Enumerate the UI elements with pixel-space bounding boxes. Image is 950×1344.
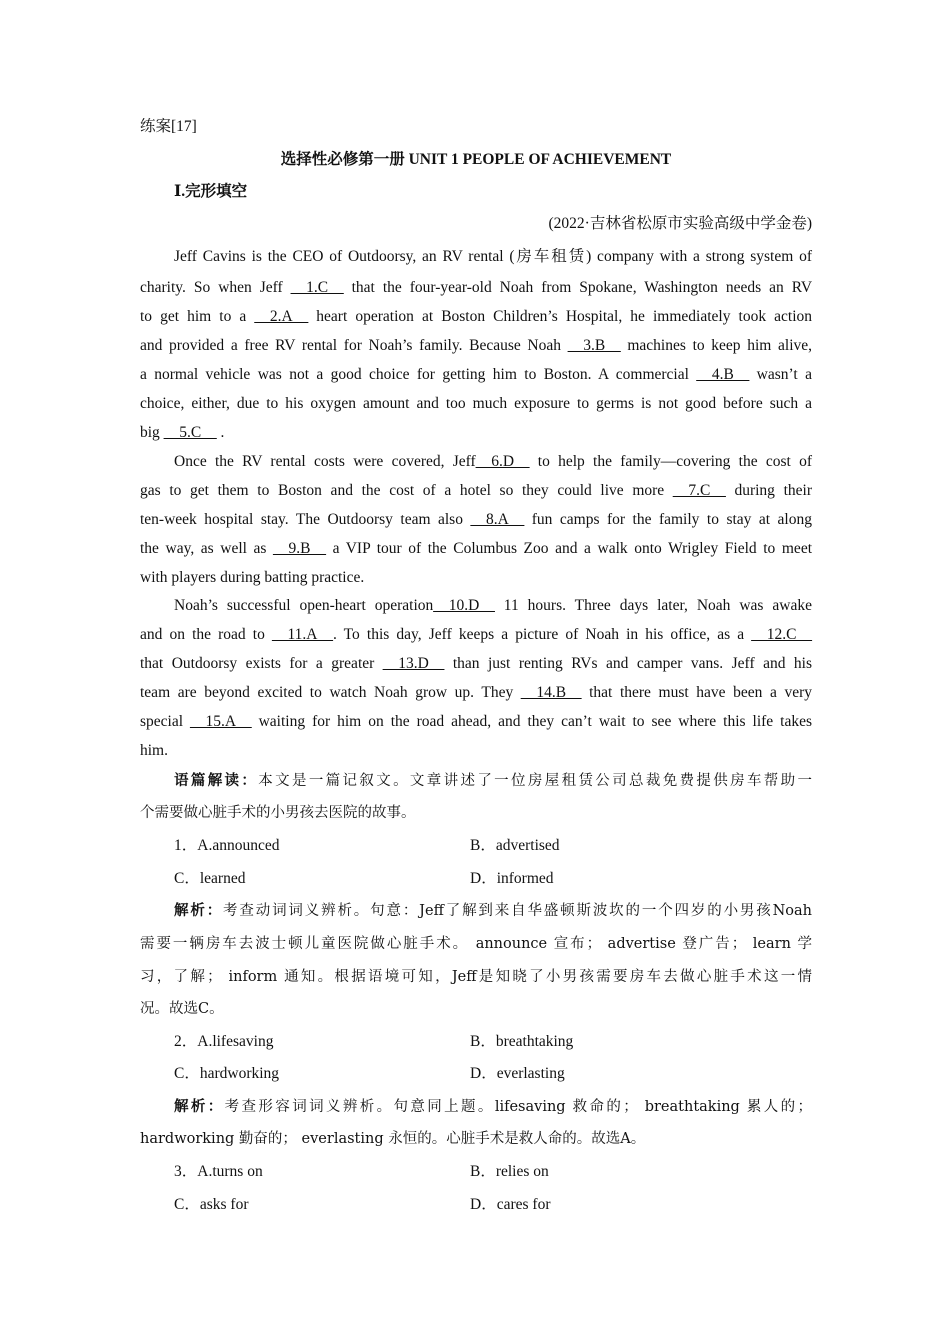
answer-blank-3: __3.B__ — [567, 337, 621, 354]
summary-label: 语篇解读： — [174, 772, 259, 789]
passage-line: a normal vehicle was not a good choice for getting him to Boston. A commercial __4.B__ wasn’t a — [140, 366, 812, 383]
summary-line: 语篇解读：本文是一篇记叙文。文章讲述了一位房屋租赁公司总裁免费提供房车帮助一 — [174, 772, 813, 789]
q2-explanation-line: hardworking 勤奋的； everlasting 永恒的。心脏手术是救人命的。故选A。 — [140, 1131, 646, 1147]
passage-line: Once the RV rental costs were covered, Jeff__6.D__ to help the family—covering the cost of — [174, 453, 812, 470]
passage-line: Jeff Cavins is the CEO of Outdoorsy, an RV rental (房车租赁) company with a strong system of — [174, 248, 812, 265]
summary-line: 个需要做心脏手术的小男孩去医院的故事。 — [140, 805, 416, 821]
passage-line: and on the road to __11.A__. To this day, Jeff keeps a picture of Noah in his office, as a __12.C__ — [140, 626, 812, 643]
q1-explanation-line: 况。故选C。 — [140, 1001, 224, 1017]
q2-option-d: D．everlasting — [470, 1065, 565, 1082]
answer-blank-2: __2.A__ — [254, 308, 309, 325]
section-heading: Ⅰ.完形填空 — [174, 183, 248, 200]
q3-option-d: D．cares for — [470, 1196, 551, 1213]
q1-option-a: 1．A.announced — [174, 837, 280, 854]
q1-explanation-line: 习，了解； inform 通知。根据语境可知，Jeff是知晓了小男孩需要房车去做心脏手术这一情 — [140, 969, 812, 985]
answer-blank-11: __11.A__ — [271, 626, 333, 643]
answer-blank-6: __6.D__ — [475, 453, 530, 470]
q3-option-c: C．asks for — [174, 1196, 249, 1213]
answer-blank-4: __4.B__ — [696, 366, 750, 383]
q1-option-c: C．learned — [174, 870, 246, 887]
q2-explanation-line: 解析：考查形容词词义辨析。句意同上题。lifesaving 救命的； breathtaking 累人的； — [174, 1098, 812, 1115]
answer-blank-8: __8.A__ — [470, 511, 525, 528]
answer-blank-14: __14.B__ — [520, 684, 582, 701]
page-title: 选择性必修第一册 UNIT 1 PEOPLE OF ACHIEVEMENT — [280, 151, 672, 168]
answer-blank-12: __12.C__ — [751, 626, 812, 643]
passage-line: the way, as well as __9.B__ a VIP tour of the Columbus Zoo and a walk onto Wrigley Field to meet — [140, 540, 812, 557]
passage-line: choice, either, due to his oxygen amount and too much exposure to germs is not good before such a — [140, 395, 812, 412]
passage-line: gas to get them to Boston and the cost of a hotel so they could live more __7.C__ during their — [140, 482, 812, 499]
answer-blank-15: __15.A__ — [190, 713, 252, 730]
answer-blank-13: __13.D__ — [382, 655, 445, 672]
passage-line: special __15.A__ waiting for him on the road ahead, and they can’t wait to see where this life takes — [140, 713, 813, 730]
q1-option-d: D．informed — [470, 870, 554, 887]
q2-option-c: C．hardworking — [174, 1065, 280, 1082]
passage-line: ten-week hospital stay. The Outdoorsy team also __8.A__ fun camps for the family to stay at along — [140, 511, 812, 528]
passage-line: that Outdoorsy exists for a greater __13.D__ than just renting RVs and camper vans. Jeff and his — [140, 655, 812, 672]
answer-blank-1: __1.C__ — [290, 279, 344, 296]
passage-line: with players during batting practice. — [140, 569, 365, 586]
passage-line: big __5.C__ . — [140, 424, 225, 441]
answer-blank-5: __5.C__ — [163, 424, 217, 441]
answer-blank-10: __10.D__ — [433, 597, 495, 614]
q1-explanation-line: 解析：考查动词词义辨析。句意：Jeff了解到来自华盛顿斯波坎的一个四岁的小男孩Noah — [174, 902, 813, 919]
q1-explanation-line: 需要一辆房车去波士顿儿童医院做心脏手术。 announce 宣布； advertise 登广告； learn 学 — [140, 936, 812, 952]
answer-blank-9: __9.B__ — [273, 540, 326, 557]
passage-line: charity. So when Jeff __1.C__ that the four-year-old Noah from Spokane, Washington needs an RV — [140, 279, 813, 296]
q2-option-b: B．breathtaking — [470, 1033, 574, 1050]
q1-option-b: B．advertised — [470, 837, 560, 854]
source-note: (2022·吉林省松原市实验高级中学金卷) — [548, 215, 812, 232]
passage-line: to get him to a __2.A__ heart operation at Boston Children’s Hospital, he immediately took action — [140, 308, 813, 325]
passage-line: team are beyond excited to watch Noah grow up. They __14.B__ that there must have been a very — [140, 684, 812, 701]
passage-line: and provided a free RV rental for Noah’s family. Because Noah __3.B__ machines to keep him alive, — [140, 337, 813, 354]
passage-line: him. — [140, 742, 168, 759]
passage-line: Noah’s successful open-heart operation__10.D__ 11 hours. Three days later, Noah was awake — [174, 597, 812, 614]
q2-option-a: 2．A.lifesaving — [174, 1033, 274, 1050]
answer-blank-7: __7.C__ — [672, 482, 726, 499]
lesson-label: 练案[17] — [140, 118, 197, 135]
q3-option-b: B．relies on — [470, 1163, 549, 1180]
q3-option-a: 3．A.turns on — [174, 1163, 263, 1180]
